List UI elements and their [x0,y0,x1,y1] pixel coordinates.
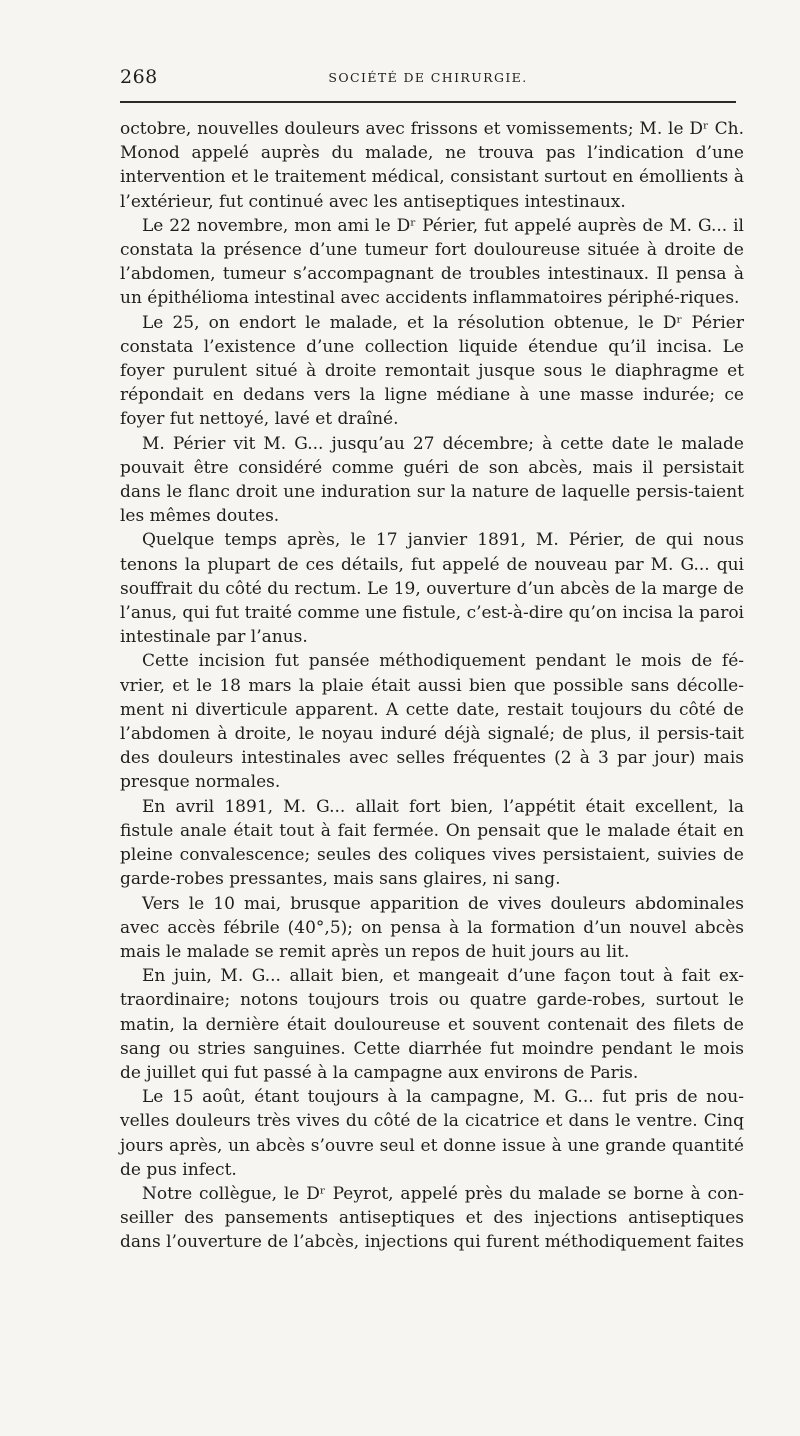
paragraph: Vers le 10 mai, brusque apparition de vives douleurs abdominales avec accès fébrile (40°,5); on pensa à la formation d’un nouvel abcès mais le malade se remit après un repos de huit jours au lit. [120,893,744,962]
page-header [120,66,736,96]
page-number: 268 [120,66,158,88]
paragraph: Le 22 novembre, mon ami le Dʳ Périer, fut appelé auprès de M. G... il constata la présence d’une tumeur fort douloureuse située à droite de l’abdomen, tumeur s’accompagnant de troubles intestinaux. Il pensa à un épithélioma intestinal avec accidents inflammatoires périphé-riques. [120,215,744,309]
running-title: SOCIÉTÉ DE CHIRURGIE. [328,70,528,85]
paragraph: Notre collègue, le Dʳ Peyrot, appelé près du malade se borne à con-seiller des pansements antiseptiques et des injections antiseptiques dans l’ouverture de l’abcès, injections qui furent méthodiquement faites [120,1183,744,1253]
paragraph: En juin, M. G... allait bien, et mangeait d’une façon tout à fait ex-traordinaire; notons toujours trois ou quatre garde-robes, surtout le matin, la dernière était douloureuse et souvent contenait des filets de sang ou stries sanguines. Cette diarrhée fut moindre pendant le mois de juillet qui fut passé à la campagne aux environs de Paris. [120,966,744,1083]
paragraph: Le 25, on endort le malade, et la résolution obtenue, le Dʳ Périer constata l’existence d’une collection liquide étendue qu’il incisa. Le foyer purulent situé à droite remontait jusque sous le diaphragme et répondait en dedans vers la ligne médiane à une masse indurée; ce foyer fut nettoyé, lavé et draîné. [120,312,744,430]
paragraph: En avril 1891, M. G... allait fort bien, l’appétit était excellent, la fistule anale était tout à fait fermée. On pensait que le malade était en pleine convalescence; seules des coliques vives persistaient, suivies de garde-robes pressantes, mais sans glaires, ni sang. [120,796,744,890]
paragraph: octobre, nouvelles douleurs avec frissons et vomissements; M. le Dʳ Ch. Monod appelé auprès du malade, ne trouva pas l’indication d’une intervention et le traitement médical, consistant surtout en émollients à l’extérieur, fut continué avec les antiseptiques intestinaux. [120,119,744,212]
header-rule [120,101,736,103]
paragraph: Quelque temps après, le 17 janvier 1891, M. Périer, de qui nous tenons la plupart de ces détails, fut appelé de nouveau par M. G... qui souffrait du côté du rectum. Le 19, ouverture d’un abcès de la marge de l’anus, qui fut traité comme une fistule, c’est-à-dire qu’on incisa la paroi intestinale par l’anus. [120,530,744,648]
paragraph: Le 15 août, étant toujours à la campagne, M. G... fut pris de nou-velles douleurs très vives du côté de la cicatrice et dans le ventre. Cinq jours après, un abcès s’ouvre seul et donne issue à une grande quantité de pus infect. [120,1087,744,1180]
paragraph: M. Périer vit M. G... jusqu’au 27 décembre; à cette date le malade pouvait être considéré comme guéri de son abcès, mais il persistait dans le flanc droit une induration sur la nature de laquelle persis-taient les mêmes doutes. [120,433,744,527]
paragraph: Cette incision fut pansée méthodiquement pendant le mois de fé-vrier, et le 18 mars la plaie était aussi bien que possible sans décolle-ment ni diverticule apparent. A cette date, restait toujours du côté de l’abdomen à droite, le noyau induré déjà signalé; de plus, il persis-tait des douleurs intestinales avec selles fréquentes (2 à 3 par jour) mais presque normales. [120,651,744,793]
body-text [120,117,744,1255]
